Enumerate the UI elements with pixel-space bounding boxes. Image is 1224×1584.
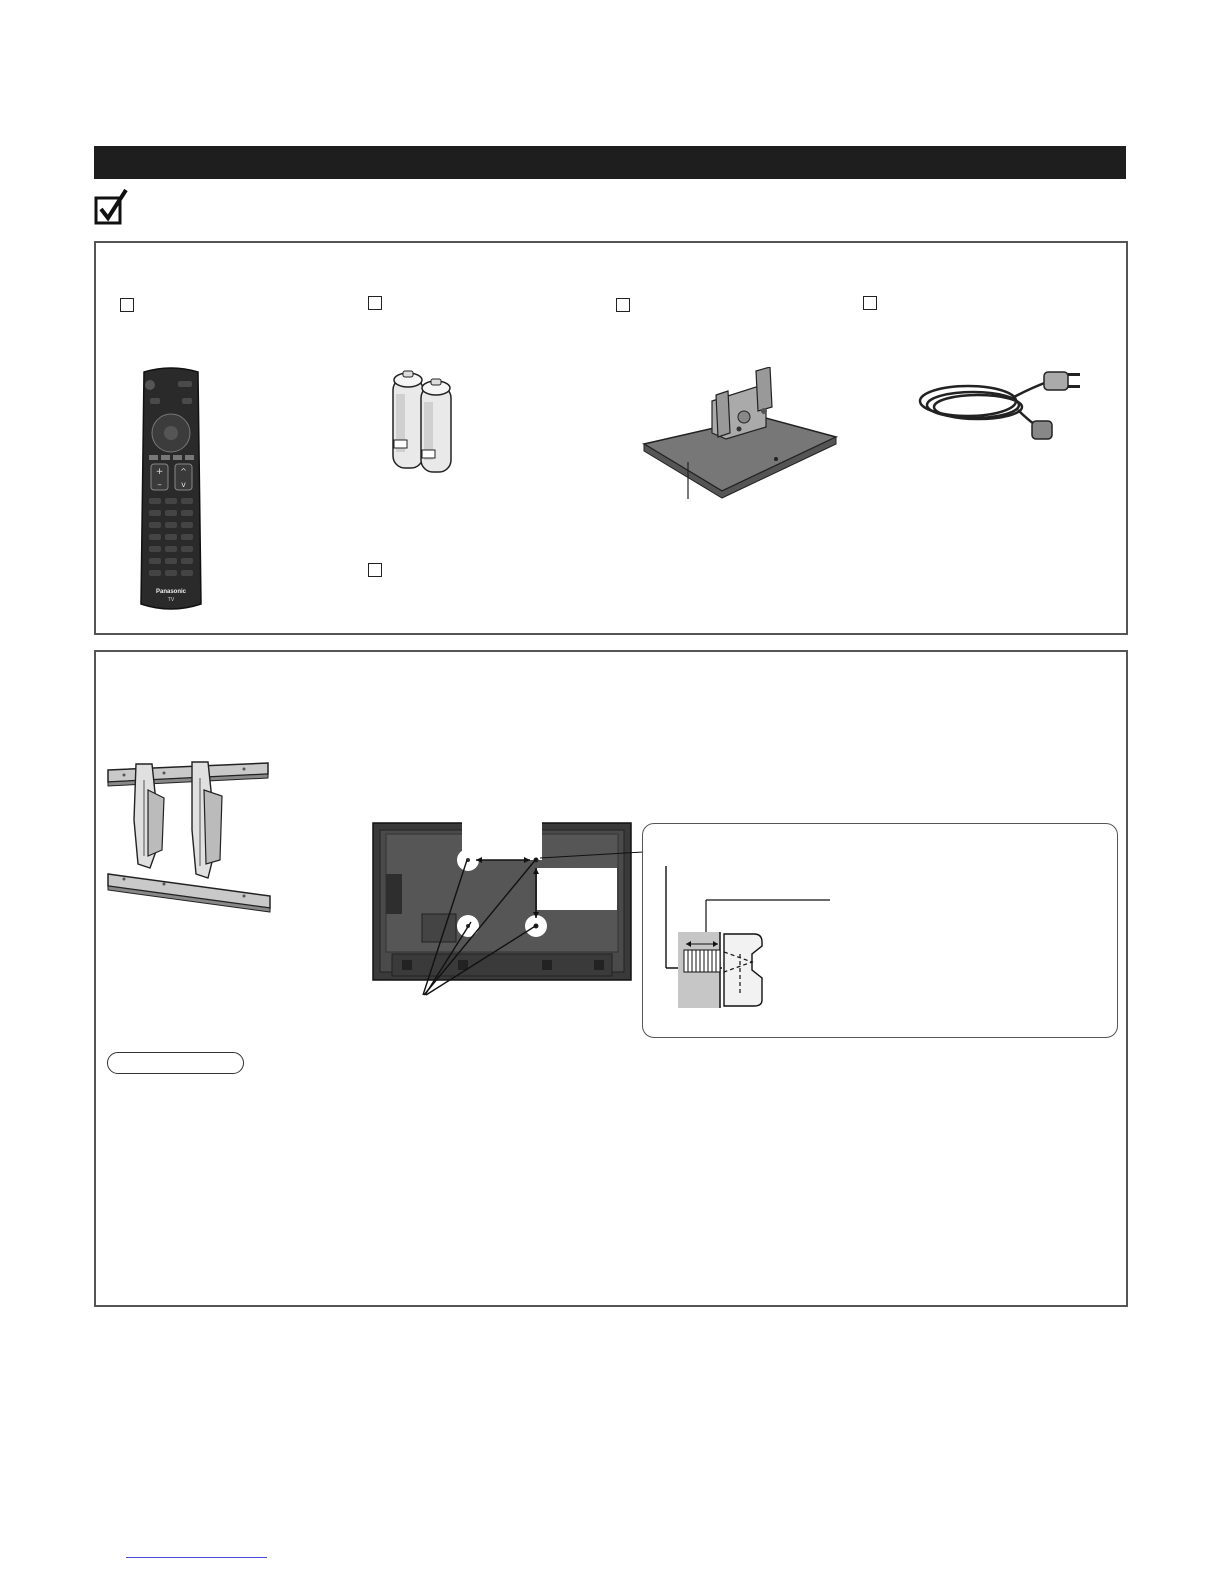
empty-checkbox-icon[interactable]	[120, 298, 134, 312]
pedestal-image	[640, 367, 840, 507]
svg-text:v: v	[181, 480, 186, 489]
wall-bracket-image	[104, 760, 286, 916]
note-label-pill	[107, 1052, 244, 1074]
remote-tv-label: TV	[167, 597, 175, 603]
screw-hole-leader-lines	[415, 830, 675, 1000]
svg-text:+: +	[155, 467, 164, 477]
svg-text:–: –	[157, 480, 162, 490]
check-box-icon	[94, 188, 130, 226]
empty-checkbox-icon[interactable]	[368, 296, 382, 310]
remote-control-image	[138, 366, 204, 614]
section-header-bar	[94, 146, 1126, 179]
power-cord-image	[918, 365, 1090, 445]
remote-brand-label: Panasonic	[155, 589, 186, 595]
empty-checkbox-icon[interactable]	[616, 298, 630, 312]
empty-checkbox-icon[interactable]	[863, 296, 877, 310]
empty-checkbox-icon[interactable]	[368, 563, 382, 577]
batteries-image	[388, 368, 454, 474]
svg-text:^: ^	[180, 467, 187, 476]
screw-detail-image	[660, 866, 840, 1012]
footer-link-underline[interactable]	[126, 1557, 267, 1558]
